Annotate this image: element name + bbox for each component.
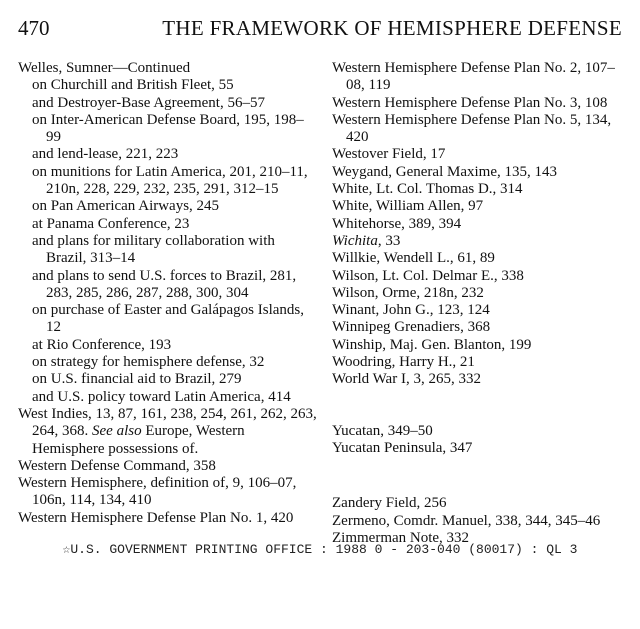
letter-gap — [332, 457, 632, 495]
entry-text: , 33 — [377, 232, 401, 249]
index-entry: Western Hemisphere Defense Plan No. 3, 108 — [332, 94, 608, 111]
entry-text: Europe, Western Hemisphere possessions of. — [32, 423, 245, 457]
index-subentry: on U.S. financial aid to Brazil, 279 — [32, 371, 242, 388]
index-group-w — [332, 60, 632, 389]
letter-gap — [332, 389, 632, 423]
index-entry: Wilson, Orme, 218n, 232 — [332, 284, 484, 301]
index-entry: Western Hemisphere, definition of, 9, 106–07, 106n, 114, 134, 410 — [18, 475, 297, 509]
index-subentry: on munitions for Latin America, 201, 210–11, 210n, 228, 229, 232, 235, 291, 312–15 — [32, 163, 308, 198]
index-subentry: and lend-lease, 221, 223 — [32, 146, 179, 163]
index-entry: Zandery Field, 256 — [332, 495, 447, 512]
index-entry: Whitehorse, 389, 394 — [332, 215, 462, 232]
index-subentry: on Churchill and British Fleet, 55 — [32, 77, 234, 94]
index-subentry: and U.S. policy toward Latin America, 414 — [32, 388, 291, 405]
index-entry: White, William Allen, 97 — [332, 198, 484, 215]
index-entry: Welles, Sumner—Continued — [18, 60, 191, 76]
index-entry: Weygand, General Maxime, 135, 143 — [332, 163, 557, 180]
italic-text: See also — [92, 423, 142, 440]
index-entry: Winnipeg Grenadiers, 368 — [332, 319, 491, 336]
index-entry: Winship, Maj. Gen. Blanton, 199 — [332, 336, 532, 353]
index-entry: Woodring, Harry H., 21 — [332, 354, 475, 371]
printing-office-imprint: ☆U.S. GOVERNMENT PRINTING OFFICE : 1988 0 - 203-040 (80017) : QL 3 — [62, 542, 578, 557]
index-subentry: and Destroyer-Base Agreement, 56–57 — [32, 94, 265, 111]
index-entry: Western Hemisphere Defense Plan No. 1, 420 — [18, 509, 294, 526]
running-title: THE FRAMEWORK OF HEMISPHERE DEFENSE — [162, 16, 622, 40]
index-group-y — [332, 423, 632, 458]
index-subentry: on Pan American Airways, 245 — [32, 198, 220, 215]
index-entry: Yucatan, 349–50 — [332, 422, 433, 439]
index-column-right — [332, 60, 632, 547]
index-entry: Western Hemisphere Defense Plan No. 5, 134, 420 — [332, 111, 612, 146]
index-subentry: on strategy for hemisphere defense, 32 — [32, 354, 265, 371]
index-column-left — [18, 60, 318, 527]
page-number: 470 — [18, 16, 50, 40]
index-entry: White, Lt. Col. Thomas D., 314 — [332, 181, 523, 198]
index-entry: Willkie, Wendell L., 61, 89 — [332, 250, 495, 267]
italic-text: Wichita — [332, 232, 378, 249]
index-entry: Westover Field, 17 — [332, 146, 446, 163]
index-entry: Wilson, Lt. Col. Delmar E., 338 — [332, 267, 524, 284]
index-subentry: on Inter-American Defense Board, 195, 198–99 — [32, 111, 304, 146]
index-subentry: at Panama Conference, 23 — [32, 215, 190, 232]
index-entry: Zimmerman Note, 332 — [332, 529, 470, 546]
page-header — [18, 14, 622, 44]
index-entry — [18, 406, 318, 458]
index-subentry: at Rio Conference, 193 — [32, 336, 172, 353]
entry-text: West Indies, 13, 87, 161, 238, 254, 261, 262, 263, 264, 368. — [18, 405, 317, 440]
index-entry: World War I, 3, 265, 332 — [332, 371, 481, 388]
index-entry — [332, 233, 632, 250]
index-entry: Yucatan Peninsula, 347 — [332, 439, 473, 456]
index-group-z — [332, 495, 632, 547]
index-subentry: and plans to send U.S. forces to Brazil, 281, 283, 285, 286, 287, 288, 300, 304 — [32, 267, 297, 301]
index-subentry: and plans for military collaboration with Brazil, 313–14 — [32, 232, 275, 267]
index-entry: Western Defense Command, 358 — [18, 457, 216, 474]
index-subentry: on purchase of Easter and Galápagos Islands, 12 — [32, 302, 304, 336]
index-entry: Winant, John G., 123, 124 — [332, 302, 490, 319]
index-entry: Western Hemisphere Defense Plan No. 2, 107–08, 119 — [332, 60, 615, 94]
index-entry: Zermeno, Comdr. Manuel, 338, 344, 345–46 — [332, 512, 601, 529]
